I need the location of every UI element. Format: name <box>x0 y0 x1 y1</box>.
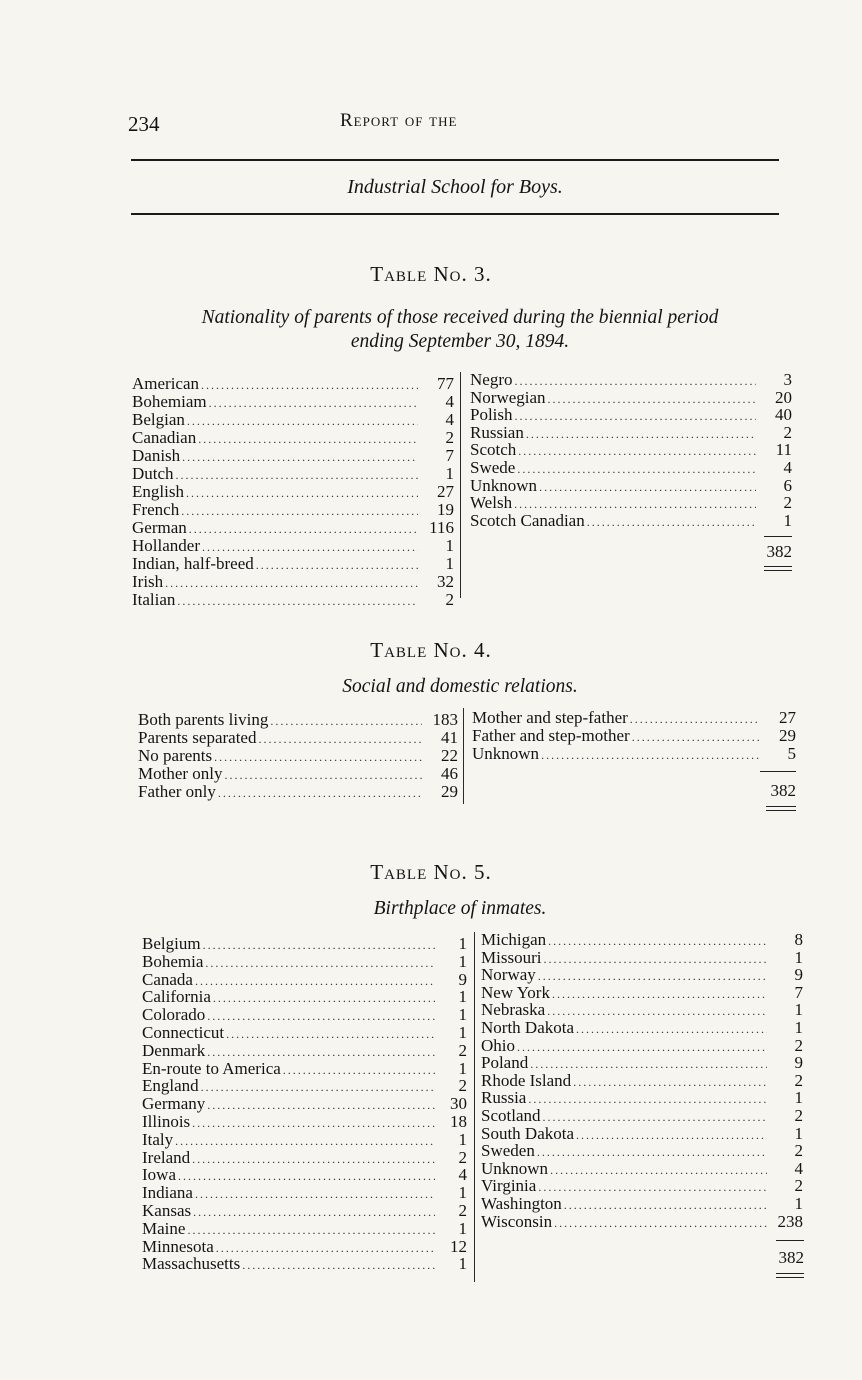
row-label: Negro <box>470 370 513 389</box>
table5-total: 382 <box>778 1248 804 1267</box>
row-value: 2 <box>783 422 792 442</box>
table-row <box>481 1000 803 1018</box>
row-label: Mother only <box>138 764 223 783</box>
table-row <box>142 1165 467 1183</box>
row-label: English <box>132 482 184 501</box>
table-row <box>481 930 803 948</box>
dot-leader <box>258 732 422 747</box>
row-value: 2 <box>445 590 454 609</box>
row-value: 1 <box>458 934 467 953</box>
table3-caption-line2: ending September 30, 1894. <box>350 331 570 352</box>
table4-caption: Social and domestic relations. <box>342 676 578 697</box>
dot-leader <box>189 522 418 537</box>
table-row <box>132 482 454 500</box>
table-row <box>470 405 792 423</box>
row-label: Washington <box>481 1194 562 1213</box>
running-head: Report of the <box>340 110 458 131</box>
row-value: 1 <box>445 554 454 573</box>
dot-leader <box>181 504 418 519</box>
row-label: Minnesota <box>142 1236 214 1256</box>
row-value: 29 <box>779 726 796 745</box>
row-value: 2 <box>794 1106 803 1125</box>
row-label: England <box>142 1076 199 1096</box>
dot-leader <box>202 540 418 555</box>
table-row <box>481 1071 803 1089</box>
table3-heading: Table No. 3. <box>370 262 492 286</box>
dot-leader <box>632 730 760 745</box>
dot-leader <box>554 1216 767 1231</box>
row-value: 1 <box>458 1254 467 1274</box>
dot-leader <box>283 1063 435 1078</box>
table-row <box>142 1254 467 1272</box>
row-value: 2 <box>458 1201 467 1220</box>
table-row <box>481 1194 803 1212</box>
row-label: Bohemia <box>142 951 204 971</box>
table-row <box>481 1124 803 1142</box>
row-label: Virginia <box>481 1176 537 1196</box>
table-row <box>481 1141 803 1159</box>
section-title: Industrial School for Boys. <box>347 176 563 198</box>
dot-leader <box>192 1152 435 1167</box>
row-value: 2 <box>458 1040 467 1060</box>
row-label: North Dakota <box>481 1018 575 1037</box>
row-label: Italian <box>132 590 176 609</box>
row-value: 4 <box>458 1165 467 1185</box>
table3-double-rule-1 <box>764 566 792 567</box>
table-row <box>470 476 792 494</box>
row-label: New York <box>481 982 550 1002</box>
row-label: Iowa <box>142 1165 176 1185</box>
row-value: 1 <box>445 536 454 555</box>
row-value: 1 <box>458 951 467 971</box>
dot-leader <box>177 594 418 609</box>
dot-leader <box>187 414 418 429</box>
row-label: Maine <box>142 1218 186 1238</box>
row-value: 4 <box>794 1158 803 1178</box>
dot-leader <box>207 1098 435 1113</box>
row-label: No parents <box>138 746 213 765</box>
row-value: 11 <box>775 440 792 460</box>
table3-sum-line <box>764 536 792 537</box>
row-value: 183 <box>432 710 458 729</box>
table-row <box>132 410 454 428</box>
row-label: Massachusetts <box>142 1254 241 1274</box>
table-row <box>481 965 803 983</box>
table3-total: 382 <box>766 542 792 561</box>
row-value: 1 <box>783 510 792 530</box>
dot-leader <box>201 378 418 393</box>
row-value: 1 <box>458 1058 467 1078</box>
row-value: 30 <box>450 1094 467 1114</box>
dot-leader <box>193 1205 435 1220</box>
table-row <box>142 1005 467 1023</box>
table-row <box>472 744 796 762</box>
row-label: Parents separated <box>138 728 257 747</box>
row-value: 2 <box>794 1141 803 1161</box>
row-value: 7 <box>445 446 454 465</box>
table-row <box>470 511 792 529</box>
dot-leader <box>216 1241 435 1256</box>
table-row <box>132 500 454 518</box>
row-value: 46 <box>441 764 458 783</box>
row-value: 1 <box>458 1183 467 1203</box>
row-value: 1 <box>458 1218 467 1238</box>
row-value: 19 <box>437 500 454 519</box>
table3-caption-line1: Nationality of parents of those received during the biennial period <box>201 307 719 328</box>
table-row <box>132 464 454 482</box>
table-row <box>481 1106 803 1124</box>
table5-sum-line <box>776 1240 804 1241</box>
dot-leader <box>178 1169 435 1184</box>
table5-double-rule-1 <box>776 1273 804 1274</box>
table5-right-column <box>481 930 803 1240</box>
row-label: Michigan <box>481 930 547 949</box>
table-row <box>132 374 454 392</box>
row-label: Scotch Canadian <box>470 510 585 530</box>
table-row <box>142 1076 467 1094</box>
row-value: 2 <box>794 1176 803 1196</box>
row-label: South Dakota <box>481 1123 575 1143</box>
dot-leader <box>175 1134 435 1149</box>
dot-leader <box>165 576 418 591</box>
row-label: En-route to America <box>142 1058 281 1078</box>
row-label: Poland <box>481 1053 529 1073</box>
dot-leader <box>270 714 422 729</box>
row-value: 1 <box>794 1123 803 1143</box>
row-label: Dutch <box>132 464 174 483</box>
row-value: 20 <box>775 387 792 407</box>
row-label: Nebraska <box>481 1000 546 1020</box>
dot-leader <box>587 515 756 530</box>
row-label: Belgium <box>142 934 201 953</box>
dot-leader <box>186 486 418 501</box>
table-row <box>138 728 458 746</box>
dot-leader <box>201 1080 435 1095</box>
row-label: Canadian <box>132 428 197 447</box>
table-row <box>138 782 458 800</box>
row-label: California <box>142 987 211 1007</box>
row-value: 1 <box>458 1005 467 1025</box>
row-value: 1 <box>794 1018 803 1037</box>
row-label: German <box>132 518 187 537</box>
dot-leader <box>198 432 418 447</box>
table4-right-column <box>472 708 796 768</box>
table4-heading: Table No. 4. <box>370 638 492 662</box>
row-label: Ohio <box>481 1035 515 1055</box>
row-label: Ireland <box>142 1147 191 1167</box>
table-row <box>470 493 792 511</box>
row-label: Indian, half-breed <box>132 554 254 573</box>
dot-leader <box>207 1045 435 1060</box>
table-row <box>142 1130 467 1148</box>
row-value: 9 <box>458 969 467 989</box>
row-label: Illinois <box>142 1112 191 1131</box>
dot-leader <box>256 558 418 573</box>
row-label: Colorado <box>142 1005 206 1025</box>
row-value: 2 <box>794 1070 803 1090</box>
row-value: 18 <box>450 1112 467 1131</box>
table4-total: 382 <box>770 781 796 800</box>
dot-leader <box>203 938 435 953</box>
row-label: Scotland <box>481 1106 541 1125</box>
row-value: 29 <box>441 782 458 801</box>
row-label: Father only <box>138 782 216 801</box>
row-value: 3 <box>783 370 792 389</box>
table-row <box>481 1159 803 1177</box>
row-label: Germany <box>142 1094 206 1114</box>
row-label: Norway <box>481 965 536 985</box>
row-label: Welsh <box>470 493 513 513</box>
row-value: 9 <box>794 1053 803 1073</box>
dot-leader <box>214 750 422 765</box>
table-row <box>142 1023 467 1041</box>
row-value: 41 <box>441 728 458 747</box>
row-value: 2 <box>794 1035 803 1055</box>
row-label: Russian <box>470 422 524 442</box>
table-row <box>142 934 467 952</box>
row-label: Denmark <box>142 1040 206 1060</box>
row-value: 32 <box>437 572 454 591</box>
row-value: 1 <box>794 1088 803 1108</box>
table-row <box>470 370 792 388</box>
table-row <box>481 1212 803 1230</box>
dot-leader <box>187 1223 435 1238</box>
table-row <box>470 440 792 458</box>
row-value: 2 <box>458 1076 467 1096</box>
dot-leader <box>630 712 760 727</box>
row-value: 27 <box>779 708 796 727</box>
table3-column-divider <box>460 372 461 598</box>
row-value: 116 <box>429 518 454 537</box>
row-label: Danish <box>132 446 181 465</box>
table-row <box>470 458 792 476</box>
row-label: Scotch <box>470 440 517 460</box>
row-label: Irish <box>132 572 164 591</box>
dot-leader <box>225 768 422 783</box>
row-label: Swede <box>470 458 516 477</box>
table3-right-column <box>470 370 792 540</box>
table3-double-rule-2 <box>764 570 792 571</box>
row-value: 12 <box>450 1236 467 1256</box>
row-label: American <box>132 374 200 393</box>
dot-leader <box>195 1187 435 1202</box>
table-row <box>481 1176 803 1194</box>
header-rule-bottom <box>131 213 779 215</box>
row-label: Sweden <box>481 1141 535 1161</box>
dot-leader <box>207 1009 435 1024</box>
table-row <box>481 1036 803 1054</box>
row-label: Mother and step-father <box>472 708 628 727</box>
table-row <box>142 1094 467 1112</box>
table3-left-column <box>132 374 454 614</box>
row-label: Bohemiam <box>132 392 207 411</box>
table-row <box>132 392 454 410</box>
table-row <box>138 746 458 764</box>
table4-double-rule-2 <box>766 810 796 811</box>
row-label: Unknown <box>481 1158 549 1178</box>
row-value: 27 <box>437 482 454 501</box>
table-row <box>481 983 803 1001</box>
table-row <box>142 987 467 1005</box>
row-label: French <box>132 500 180 519</box>
table-row <box>132 536 454 554</box>
row-label: Wisconsin <box>481 1211 553 1231</box>
table-row <box>132 590 454 608</box>
table-row <box>132 446 454 464</box>
row-value: 4 <box>445 392 454 411</box>
dot-leader <box>226 1027 435 1042</box>
row-value: 6 <box>783 475 792 495</box>
dot-leader <box>209 396 418 411</box>
row-value: 8 <box>794 930 803 949</box>
row-label: Both parents living <box>138 710 269 729</box>
table-row <box>142 1112 467 1130</box>
row-label: Father and step-mother <box>472 726 630 745</box>
table5-caption: Birthplace of inmates. <box>373 898 547 919</box>
dot-leader <box>242 1258 435 1273</box>
table4-sum-line <box>760 771 796 772</box>
table-row <box>142 1201 467 1219</box>
row-value: 77 <box>437 374 454 393</box>
table-row <box>132 428 454 446</box>
row-label: Italy <box>142 1129 174 1149</box>
table-row <box>142 952 467 970</box>
table-row <box>142 1041 467 1059</box>
dot-leader <box>541 748 760 763</box>
table-row <box>481 1018 803 1036</box>
row-label: Unknown <box>470 475 538 495</box>
row-value: 22 <box>441 746 458 765</box>
table-row <box>472 708 796 726</box>
row-value: 238 <box>777 1211 803 1231</box>
table-row <box>132 518 454 536</box>
row-label: Hollander <box>132 536 200 555</box>
table-row <box>481 1088 803 1106</box>
table-row <box>142 1148 467 1166</box>
row-value: 1 <box>445 464 454 483</box>
row-value: 2 <box>783 493 792 513</box>
table-row <box>142 970 467 988</box>
table-row <box>142 1183 467 1201</box>
row-label: Norwegian <box>470 387 546 407</box>
row-value: 9 <box>794 965 803 985</box>
table4-double-rule-1 <box>766 806 796 807</box>
row-label: Belgian <box>132 410 185 429</box>
row-value: 2 <box>445 428 454 447</box>
table4-column-divider <box>463 708 464 804</box>
row-value: 1 <box>458 1023 467 1042</box>
row-label: Unknown <box>472 744 540 763</box>
table5-heading: Table No. 5. <box>370 860 492 884</box>
row-value: 1 <box>794 947 803 967</box>
header-rule-top <box>131 159 779 161</box>
dot-leader <box>182 450 418 465</box>
row-label: Polish <box>470 405 513 425</box>
table5-double-rule-2 <box>776 1277 804 1278</box>
table4-left-column <box>138 710 458 810</box>
table-row <box>470 423 792 441</box>
row-label: Rhode Island <box>481 1070 572 1090</box>
row-value: 4 <box>783 458 792 477</box>
dot-leader <box>192 1116 435 1131</box>
row-value: 7 <box>794 982 803 1002</box>
table-row <box>142 1219 467 1237</box>
dot-leader <box>195 974 435 989</box>
row-value: 2 <box>458 1147 467 1167</box>
row-label: Indiana <box>142 1183 193 1203</box>
table5-left-column <box>142 934 467 1278</box>
row-label: Missouri <box>481 947 542 967</box>
row-value: 1 <box>794 1194 803 1213</box>
table-row <box>142 1059 467 1077</box>
row-value: 1 <box>794 1000 803 1020</box>
table-row <box>472 726 796 744</box>
row-value: 4 <box>445 410 454 429</box>
row-label: Kansas <box>142 1201 192 1220</box>
row-label: Connecticut <box>142 1023 225 1042</box>
table-row <box>470 388 792 406</box>
row-label: Russia <box>481 1088 527 1108</box>
row-value: 5 <box>787 744 796 763</box>
row-label: Canada <box>142 969 193 989</box>
table-row <box>481 948 803 966</box>
dot-leader <box>205 956 435 971</box>
table5-column-divider <box>474 932 475 1282</box>
table-row <box>132 572 454 590</box>
dot-leader <box>218 786 422 801</box>
table-row <box>481 1053 803 1071</box>
page-number: 234 <box>128 112 160 136</box>
row-value: 1 <box>458 987 467 1007</box>
table-row <box>138 710 458 728</box>
dot-leader <box>213 991 435 1006</box>
dot-leader <box>176 468 418 483</box>
row-value: 1 <box>458 1129 467 1149</box>
table-row <box>142 1237 467 1255</box>
table-row <box>132 554 454 572</box>
table-row <box>138 764 458 782</box>
row-value: 40 <box>775 405 792 425</box>
